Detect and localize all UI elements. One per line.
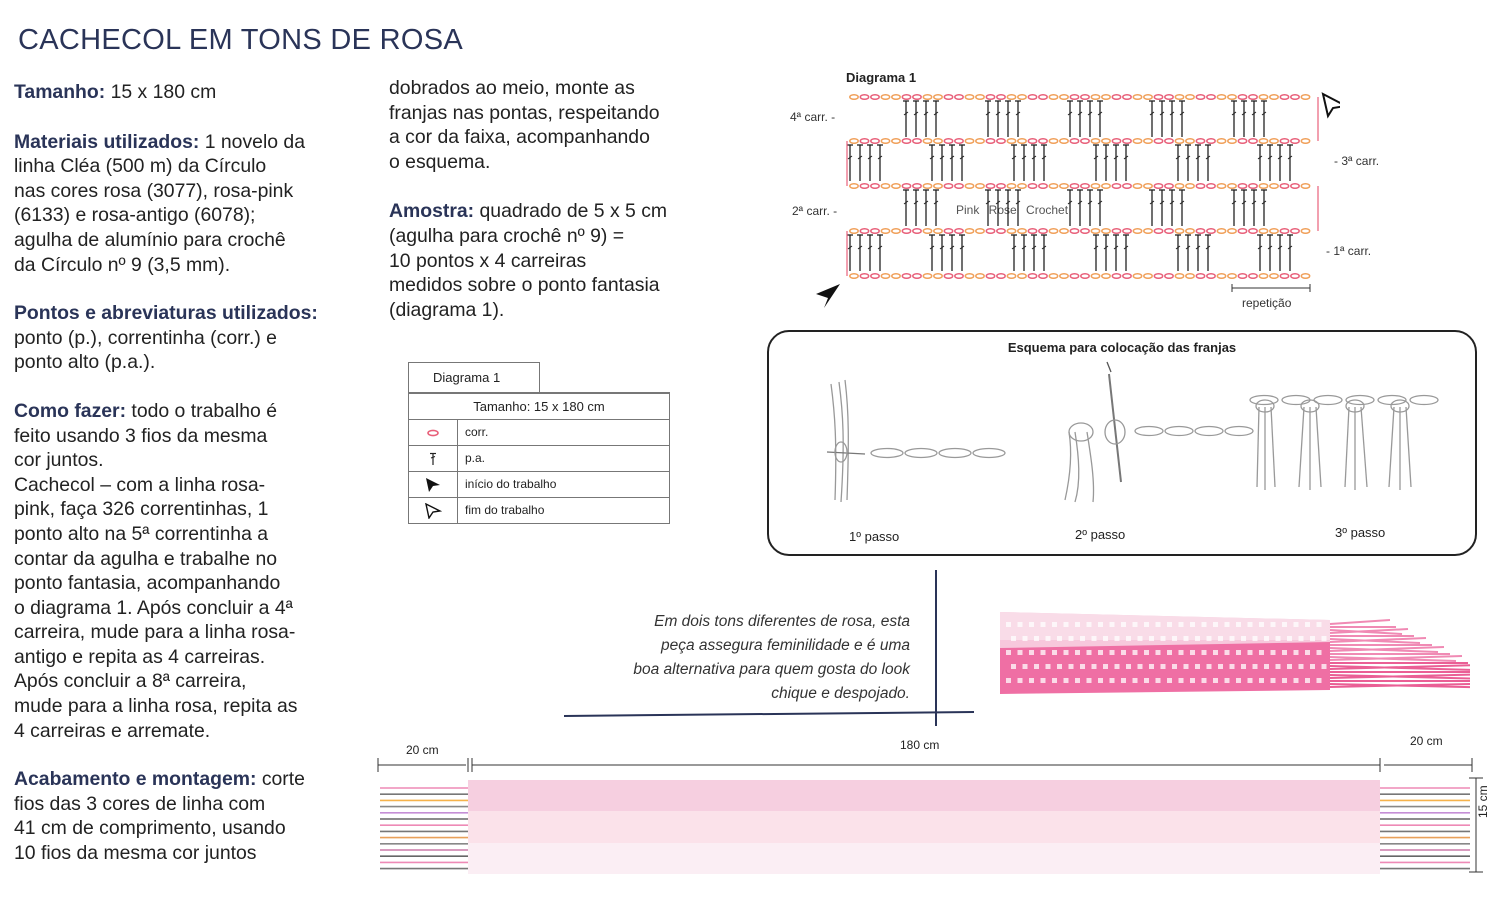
sample-line: (agulha para crochê nº 9) =	[389, 224, 625, 247]
caption-line: boa alternativa para quem gosta do look	[633, 661, 910, 678]
instructions-column-1	[14, 80, 364, 891]
how-to-line: feito usando 3 fios da mesma	[14, 424, 268, 447]
finishing-label: Acabamento e montagem:	[14, 768, 257, 791]
finishing-section	[14, 767, 364, 865]
start-arrow-icon	[409, 472, 458, 497]
chain-oval-icon	[409, 420, 458, 445]
continuation-line: franjas nas pontas, respeitando	[389, 101, 660, 124]
continuation-section	[389, 76, 734, 174]
how-to-line: todo o trabalho é	[126, 399, 277, 422]
step-3-label: 3º passo	[1335, 525, 1386, 540]
materials-line: (6133) e rosa-antigo (6078);	[14, 204, 256, 227]
caption-line: peça assegura feminilidade e é uma	[660, 637, 910, 654]
diagram-drawing	[780, 66, 1340, 316]
row-label-1: - 1ª carr.	[1326, 244, 1372, 258]
finishing-line: 41 cm de comprimento, usando	[14, 817, 286, 840]
continuation-line: dobrados ao meio, monte as	[389, 77, 635, 99]
size-section	[14, 80, 364, 105]
continuation-line: o esquema.	[389, 150, 491, 173]
page-title: CACHECOL EM TONS DE ROSA	[18, 24, 463, 56]
left-fringe-dimension: 20 cm	[406, 743, 439, 757]
row-label-2: 2ª carr. -	[792, 204, 838, 218]
how-to-line: carreira, mude para a linha rosa-	[14, 621, 296, 644]
legend-label: início do trabalho	[465, 477, 557, 491]
stitches-section	[14, 301, 364, 375]
how-to-line: Após concluir a 8ª carreira,	[14, 670, 247, 693]
stitches-label: Pontos e abreviaturas utilizados:	[14, 302, 318, 325]
legend-row	[408, 420, 670, 446]
sample-line: quadrado de 5 x 5 cm	[474, 200, 668, 223]
instructions-column-2	[389, 76, 734, 347]
end-arrow-icon	[1323, 94, 1340, 116]
sample-line: 10 pontos x 4 carreiras	[389, 249, 587, 272]
right-fringe-dimension: 20 cm	[1410, 734, 1443, 748]
legend-label: p.a.	[465, 451, 486, 465]
photo-caption	[560, 610, 910, 706]
caption-line: Em dois tons diferentes de rosa, esta	[654, 613, 910, 630]
legend-row	[408, 498, 670, 524]
row-label-3: - 3ª carr.	[1334, 154, 1380, 168]
how-to-line: 4 carreiras e arremate.	[14, 719, 211, 742]
how-to-line: antigo e repita as 4 carreiras.	[14, 645, 266, 668]
legend-row	[408, 446, 670, 472]
materials-line: linha Cléa (500 m) da Círculo	[14, 155, 267, 178]
size-label: Tamanho:	[14, 81, 106, 103]
how-to-line: o diagrama 1. Após concluir a 4ª	[14, 596, 293, 619]
fringe-scheme	[767, 330, 1477, 556]
row-label-4: 4ª carr. -	[790, 110, 836, 124]
materials-section	[14, 130, 364, 278]
stitches-line: ponto alto (p.a.).	[14, 351, 156, 374]
scarf-photo	[1000, 600, 1470, 710]
scarf-schematic	[376, 734, 1506, 904]
finishing-line: 10 fios da mesma cor juntos	[14, 842, 257, 865]
legend-label: fim do trabalho	[465, 503, 545, 517]
sample-line: (diagrama 1).	[389, 298, 505, 321]
stitches-line: ponto (p.), correntinha (corr.) e	[14, 326, 277, 349]
materials-line: 1 novelo da	[199, 130, 305, 153]
how-to-line: pink, faça 326 correntinhas, 1	[14, 498, 269, 521]
legend-size: Tamanho: 15 x 180 cm	[408, 392, 670, 420]
diagram-title: Diagrama 1	[846, 70, 917, 85]
how-to-label: Como fazer:	[14, 399, 127, 422]
step-1-label: 1º passo	[849, 529, 900, 544]
caption-line: chique e despojado.	[771, 685, 910, 702]
size-value: 15 x 180 cm	[105, 81, 217, 103]
legend-tab: Diagrama 1	[408, 362, 540, 392]
watermark: Pink Rose Crochet	[956, 203, 1069, 217]
materials-label: Materiais utilizados:	[14, 130, 200, 153]
continuation-line: a cor da faixa, acompanhando	[389, 126, 650, 149]
diagram-legend	[408, 362, 670, 538]
how-to-line: ponto fantasia, acompanhando	[14, 572, 281, 595]
finishing-line: corte	[256, 768, 305, 791]
how-to-line: Cachecol – com a linha rosa-	[14, 473, 266, 496]
how-to-line: cor juntos.	[14, 449, 104, 472]
repeat-label: repetição	[1242, 296, 1292, 310]
how-to-line: mude para a linha rosa, repita as	[14, 695, 298, 718]
end-arrow-icon	[409, 498, 458, 523]
materials-line: nas cores rosa (3077), rosa-pink	[14, 179, 294, 202]
scarf-drawing	[376, 738, 1506, 904]
materials-line: da Círculo nº 9 (3,5 mm).	[14, 253, 231, 276]
step-2-label: 2º passo	[1075, 527, 1126, 542]
materials-line: agulha de alumínio para crochê	[14, 228, 286, 251]
how-to-line: contar da agulha e trabalhe no	[14, 547, 278, 570]
sample-label: Amostra:	[389, 200, 475, 223]
start-arrow-icon	[816, 284, 840, 308]
legend-label: corr.	[465, 425, 489, 439]
body-length-dimension: 180 cm	[900, 738, 940, 752]
treble-stitch-icon	[409, 446, 458, 471]
scheme-title: Esquema para colocação das franjas	[1007, 340, 1237, 355]
sample-line: medidos sobre o ponto fantasia	[389, 274, 660, 297]
sample-section	[389, 199, 734, 322]
how-to-line: ponto alto na 5ª correntinha a	[14, 522, 269, 545]
how-to-section	[14, 399, 364, 743]
fringe-drawing	[769, 332, 1475, 554]
width-dimension: 15 cm	[1476, 785, 1490, 818]
crochet-diagram	[780, 66, 1380, 316]
finishing-line: fios das 3 cores de linha com	[14, 792, 266, 815]
legend-row	[408, 472, 670, 498]
